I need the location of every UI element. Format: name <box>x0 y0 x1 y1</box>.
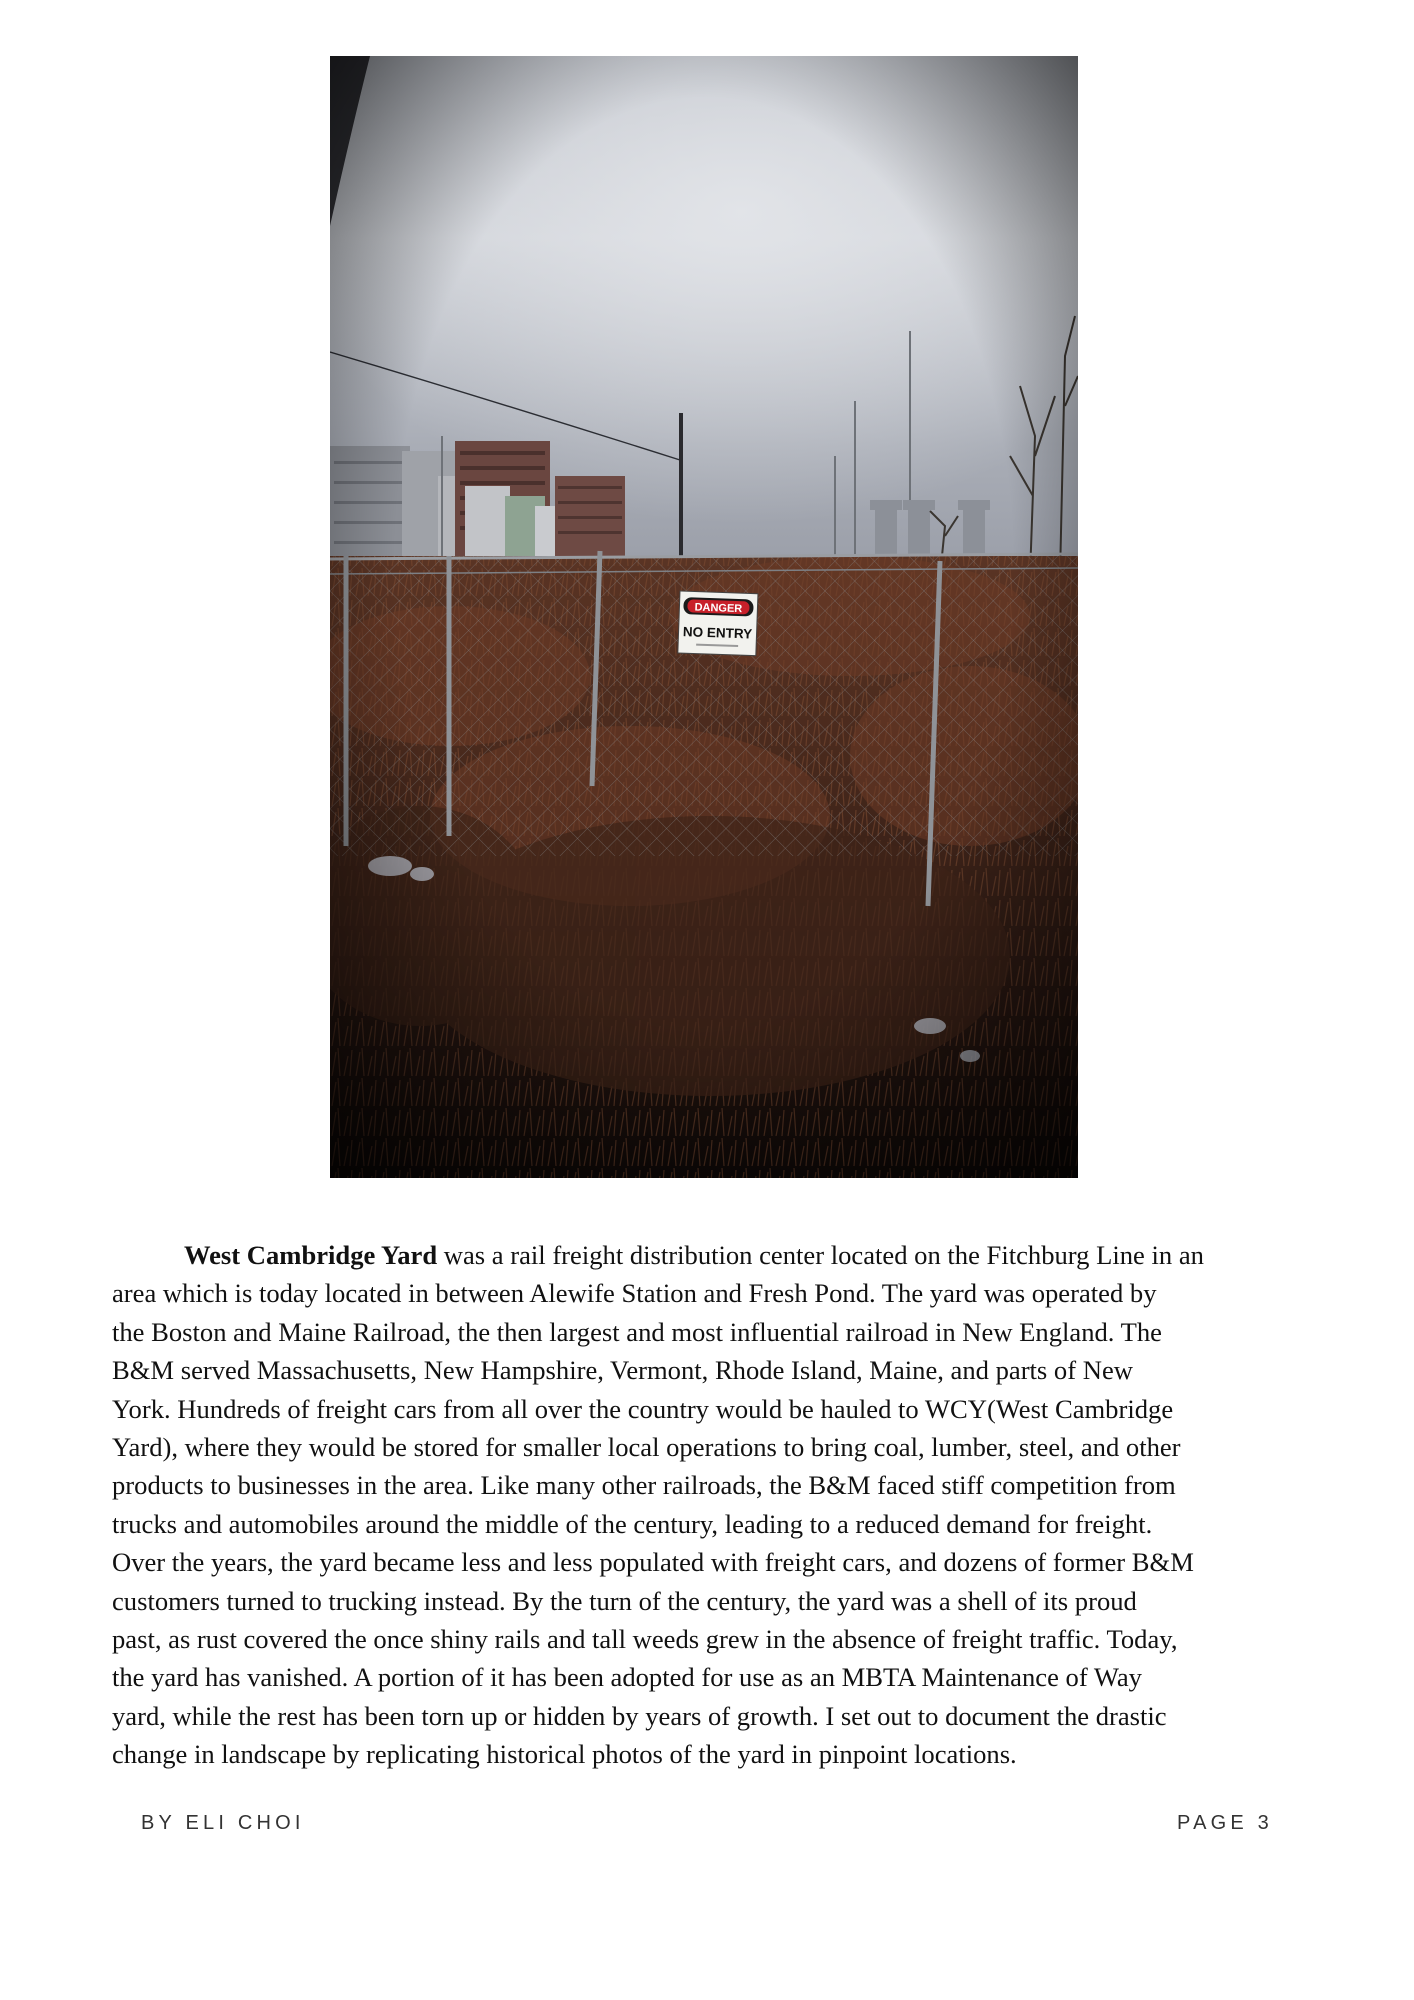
article-line-14: change in landscape by replicating historical photos of the yard in pinpoint locations. <box>112 1739 1017 1770</box>
article-line-4: B&M served Massachusetts, New Hampshire, Vermont, Rhode Island, Maine, and parts of New <box>112 1355 1133 1386</box>
article-line-10: customers turned to trucking instead. By the turn of the century, the yard was a shell of its proud <box>112 1585 1137 1616</box>
footer-author: BY ELI CHOI <box>141 1812 305 1834</box>
article-line-12: the yard has vanished. A portion of it has been adopted for use as an MBTA Maintenance of Way <box>112 1662 1142 1693</box>
article-line-6: Yard), where they would be stored for smaller local operations to bring coal, lumber, steel, and other <box>112 1432 1181 1463</box>
article-line-3: the Boston and Maine Railroad, the then largest and most influential railroad in New England. The <box>112 1316 1162 1347</box>
article-line-13: yard, while the rest has been torn up or hidden by years of growth. I set out to document the drastic <box>112 1700 1167 1731</box>
article-line-1: West Cambridge Yard was a rail freight distribution center located on the Fitchburg Line in an <box>184 1240 1204 1270</box>
yard-photo <box>330 56 1078 1178</box>
yard-photo-illustration <box>330 56 1078 1178</box>
article-line-2: area which is today located in between Alewife Station and Fresh Pond. The yard was operated by <box>112 1278 1157 1309</box>
article-line-7: products to businesses in the area. Like many other railroads, the B&M faced stiff competition from <box>112 1470 1176 1501</box>
article-line-11: past, as rust covered the once shiny rails and tall weeds grew in the absence of freight traffic. Today, <box>112 1624 1178 1655</box>
article-line-9: Over the years, the yard became less and less populated with freight cars, and dozens of former B&M <box>112 1547 1194 1578</box>
article-paragraph <box>112 1236 1322 1774</box>
article-line-5: York. Hundreds of freight cars from all over the country would be hauled to WCY(West Cambridge <box>112 1393 1174 1424</box>
article-lead-bold: West Cambridge Yard <box>184 1240 438 1270</box>
footer-page-number: PAGE 3 <box>1177 1812 1273 1834</box>
article-line-8: trucks and automobiles around the middle of the century, leading to a reduced demand for freight. <box>112 1508 1153 1539</box>
